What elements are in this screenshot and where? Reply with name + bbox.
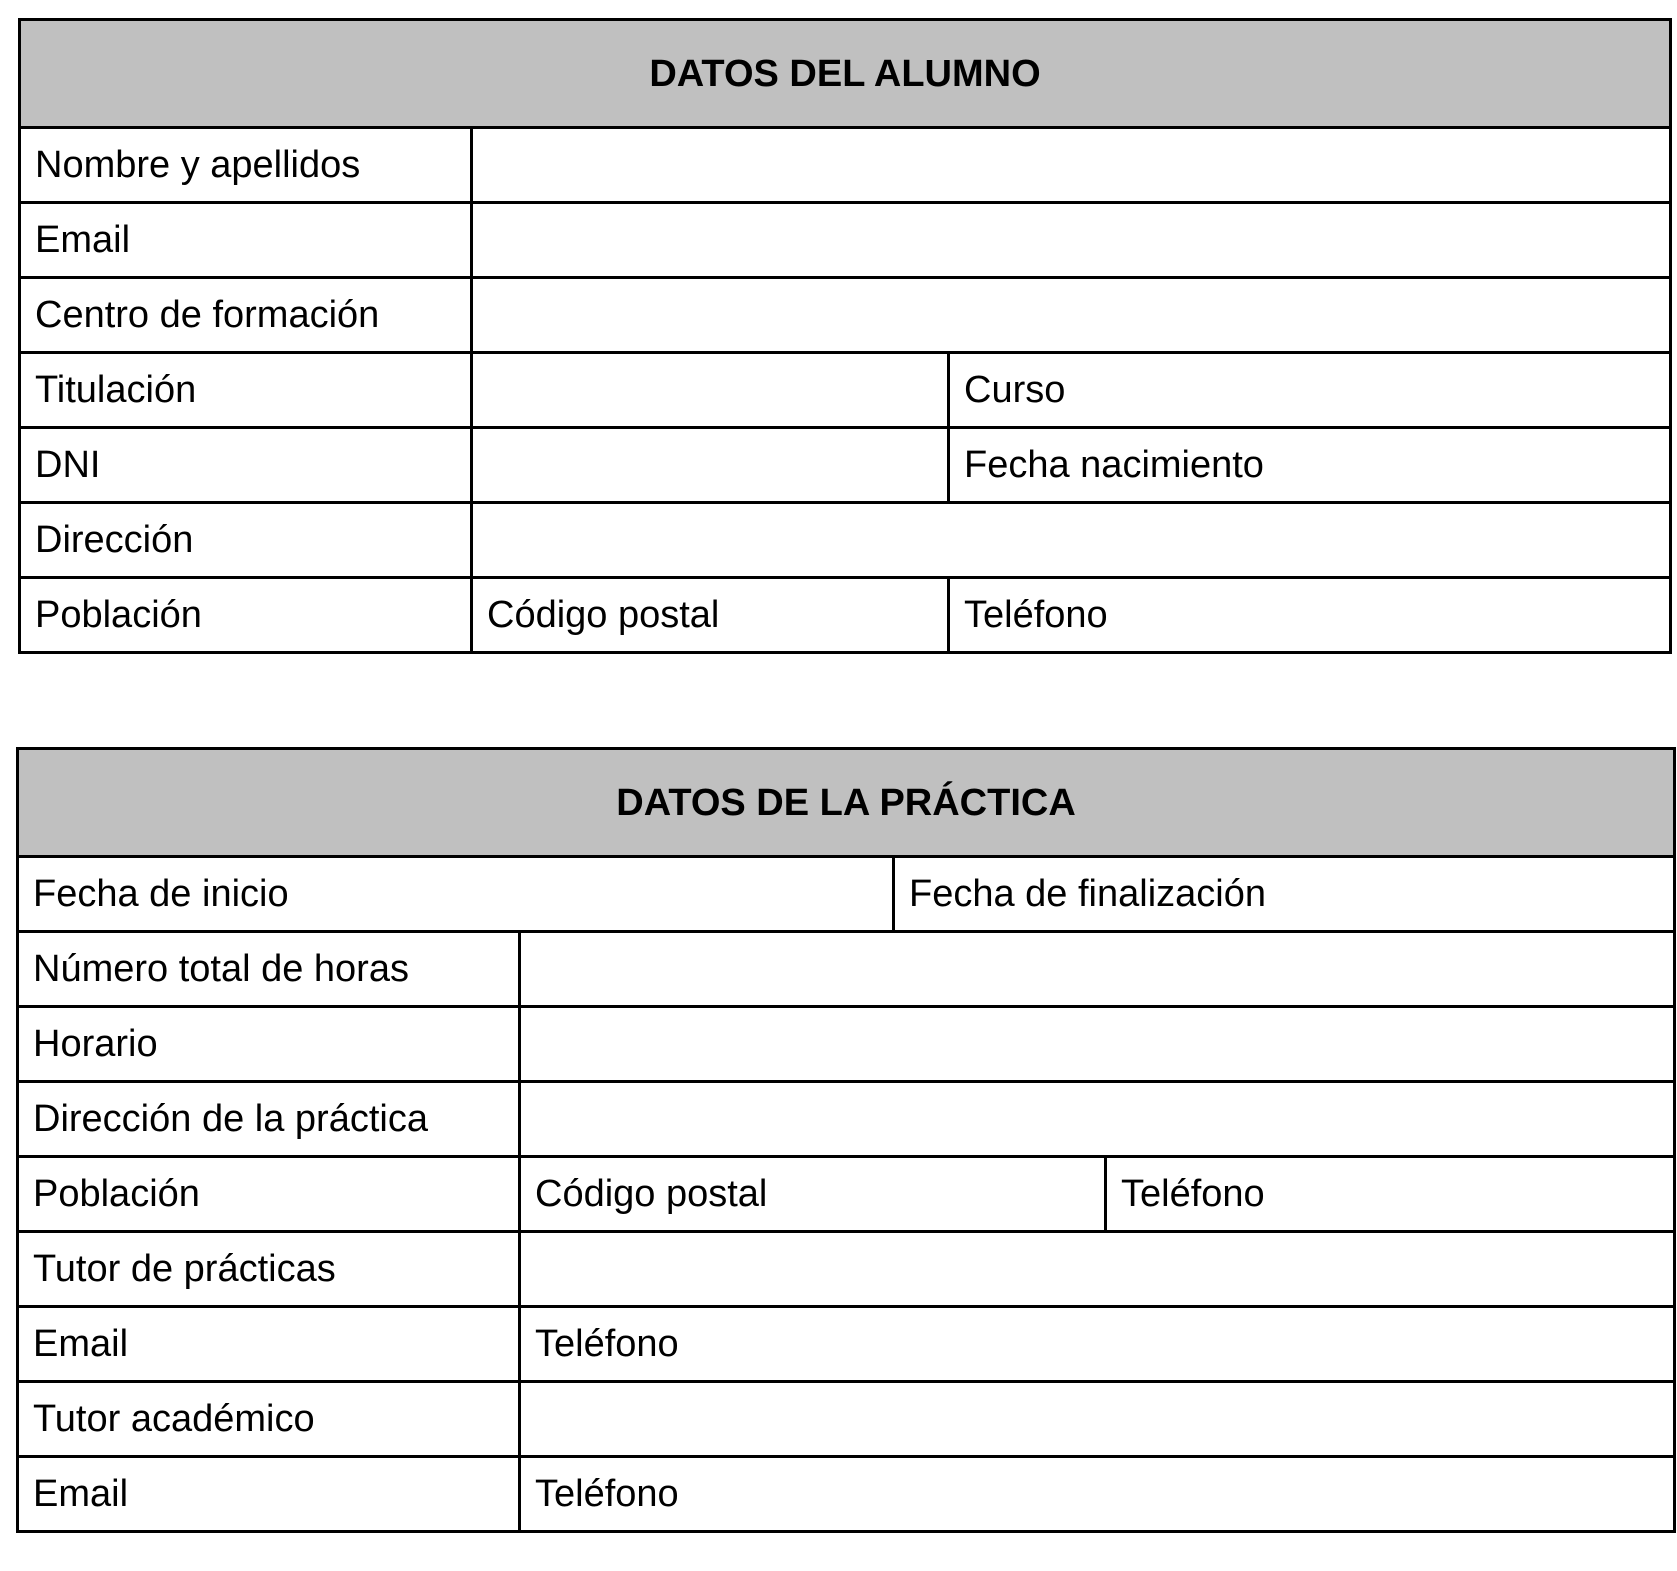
dni-label: DNI xyxy=(20,428,472,503)
student-row-dni xyxy=(20,428,1671,503)
tutor-practicas-email-field[interactable]: Email xyxy=(18,1307,520,1382)
fecha-nacimiento-field[interactable]: Fecha nacimiento xyxy=(949,428,1671,503)
student-telefono-field[interactable]: Teléfono xyxy=(949,578,1671,653)
titulacion-field[interactable] xyxy=(472,353,949,428)
tutor-practicas-telefono-field[interactable]: Teléfono xyxy=(520,1307,1675,1382)
student-row-poblacion xyxy=(20,578,1671,653)
titulacion-label: Titulación xyxy=(20,353,472,428)
student-email-field[interactable] xyxy=(472,203,1671,278)
horas-label: Número total de horas xyxy=(18,932,520,1007)
direccion-label: Dirección xyxy=(20,503,472,578)
internship-row-tutor-academico xyxy=(18,1382,1675,1457)
tutor-academico-label: Tutor académico xyxy=(18,1382,520,1457)
student-email-label: Email xyxy=(20,203,472,278)
curso-field[interactable]: Curso xyxy=(949,353,1671,428)
student-section-title: DATOS DEL ALUMNO xyxy=(20,20,1671,128)
internship-header-row xyxy=(18,749,1675,857)
internship-row-poblacion xyxy=(18,1157,1675,1232)
tutor-practicas-field[interactable] xyxy=(520,1232,1675,1307)
internship-row-horas xyxy=(18,932,1675,1007)
student-row-titulacion xyxy=(20,353,1671,428)
practica-poblacion-field[interactable]: Población xyxy=(18,1157,520,1232)
dni-field[interactable] xyxy=(472,428,949,503)
nombre-label: Nombre y apellidos xyxy=(20,128,472,203)
horario-field[interactable] xyxy=(520,1007,1675,1082)
student-codigo-postal-field[interactable]: Código postal xyxy=(472,578,949,653)
internship-row-horario xyxy=(18,1007,1675,1082)
tutor-practicas-label: Tutor de prácticas xyxy=(18,1232,520,1307)
centro-field[interactable] xyxy=(472,278,1671,353)
internship-row-tutor-practicas-contacto xyxy=(18,1307,1675,1382)
nombre-field[interactable] xyxy=(472,128,1671,203)
student-data-table xyxy=(18,18,1672,654)
practica-telefono-field[interactable]: Teléfono xyxy=(1106,1157,1675,1232)
fecha-inicio-field[interactable]: Fecha de inicio xyxy=(18,857,894,932)
student-row-email xyxy=(20,203,1671,278)
tutor-academico-field[interactable] xyxy=(520,1382,1675,1457)
internship-row-fechas xyxy=(18,857,1675,932)
tutor-academico-telefono-field[interactable]: Teléfono xyxy=(520,1457,1675,1532)
direccion-field[interactable] xyxy=(472,503,1671,578)
fecha-fin-field[interactable]: Fecha de finalización xyxy=(894,857,1675,932)
internship-row-tutor-academico-contacto xyxy=(18,1457,1675,1532)
centro-label: Centro de formación xyxy=(20,278,472,353)
tutor-academico-email-field[interactable]: Email xyxy=(18,1457,520,1532)
student-row-nombre xyxy=(20,128,1671,203)
student-header-row xyxy=(20,20,1671,128)
internship-data-table xyxy=(16,747,1676,1533)
horario-label: Horario xyxy=(18,1007,520,1082)
student-poblacion-field[interactable]: Población xyxy=(20,578,472,653)
internship-section-title: DATOS DE LA PRÁCTICA xyxy=(18,749,1675,857)
practica-codigo-postal-field[interactable]: Código postal xyxy=(520,1157,1106,1232)
horas-field[interactable] xyxy=(520,932,1675,1007)
internship-row-direccion xyxy=(18,1082,1675,1157)
practica-direccion-label: Dirección de la práctica xyxy=(18,1082,520,1157)
student-row-direccion xyxy=(20,503,1671,578)
student-row-centro xyxy=(20,278,1671,353)
practica-direccion-field[interactable] xyxy=(520,1082,1675,1157)
internship-row-tutor-practicas xyxy=(18,1232,1675,1307)
